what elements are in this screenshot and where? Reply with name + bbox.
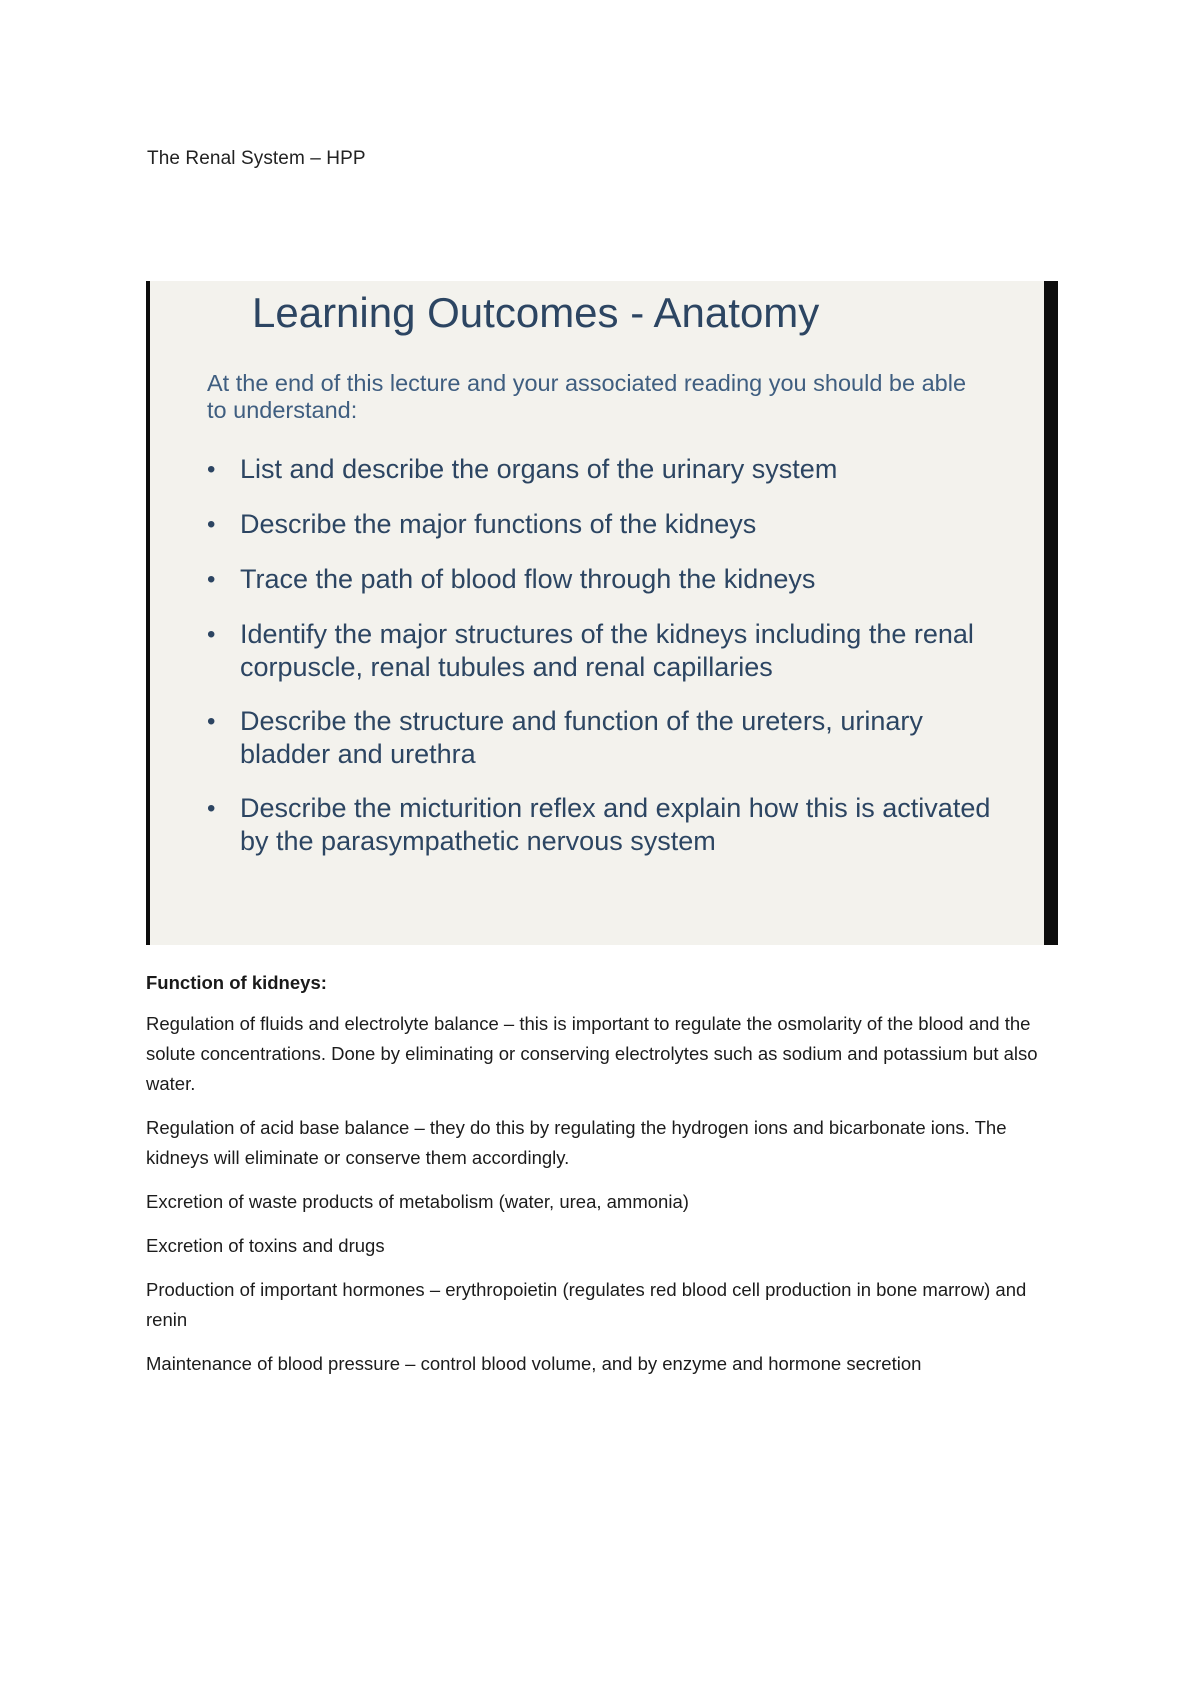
notes-heading: Function of kidneys:: [146, 972, 327, 993]
bullet-icon: •: [207, 795, 216, 822]
slide-bullet-item: [207, 792, 1007, 858]
notes-paragraph: Production of important hormones – erythropoietin (regulates red blood cell production in bone marrow) and renin: [146, 1279, 1027, 1330]
notes-paragraph: Regulation of fluids and electrolyte balance – this is important to regulate the osmolarity of the blood and the solute concentrations. Done by eliminating or conserving electrolytes such as sodium and potassium but also water.: [146, 1013, 1038, 1094]
bullet-icon: •: [207, 566, 216, 593]
slide-bullet-item: [207, 508, 1007, 541]
slide-bullet-list: [207, 453, 1007, 880]
bullet-icon: •: [207, 621, 216, 648]
slide-bullet-text: Identify the major structures of the kidneys including the renal corpuscle, renal tubules and renal capillaries: [240, 619, 974, 682]
slide-bullet-text: Describe the micturition reflex and explain how this is activated by the parasympathetic nervous system: [240, 793, 991, 856]
slide-title: Learning Outcomes - Anatomy: [252, 289, 820, 336]
notes-paragraph: Regulation of acid base balance – they do this by regulating the hydrogen ions and bicarbonate ions. The kidneys will eliminate or conserve them accordingly.: [146, 1117, 1007, 1168]
notes-paragraph: Excretion of toxins and drugs: [146, 1235, 385, 1256]
slide-bullet-text: List and describe the organs of the urinary system: [240, 454, 838, 484]
learning-outcomes-slide-image: [146, 281, 1058, 945]
slide-intro: At the end of this lecture and your associated reading you should be able to understand:: [207, 370, 967, 423]
bullet-icon: •: [207, 511, 216, 538]
slide-bullet-text: Trace the path of blood flow through the kidneys: [240, 564, 816, 594]
slide-bullet-item: [207, 705, 1007, 771]
slide-bullet-item: [207, 618, 1007, 684]
slide-bullet-item: [207, 453, 1007, 486]
notes-paragraph: Excretion of waste products of metabolism (water, urea, ammonia): [146, 1191, 689, 1212]
slide-bullet-item: [207, 563, 1007, 596]
document-header: The Renal System – HPP: [147, 148, 366, 169]
notes-paragraph: Maintenance of blood pressure – control blood volume, and by enzyme and hormone secretion: [146, 1353, 922, 1374]
slide-bullet-text: Describe the major functions of the kidneys: [240, 509, 757, 539]
slide-bullet-text: Describe the structure and function of the ureters, urinary bladder and urethra: [240, 706, 923, 769]
notes-section: [146, 972, 1066, 1393]
bullet-icon: •: [207, 456, 216, 483]
bullet-icon: •: [207, 708, 216, 735]
